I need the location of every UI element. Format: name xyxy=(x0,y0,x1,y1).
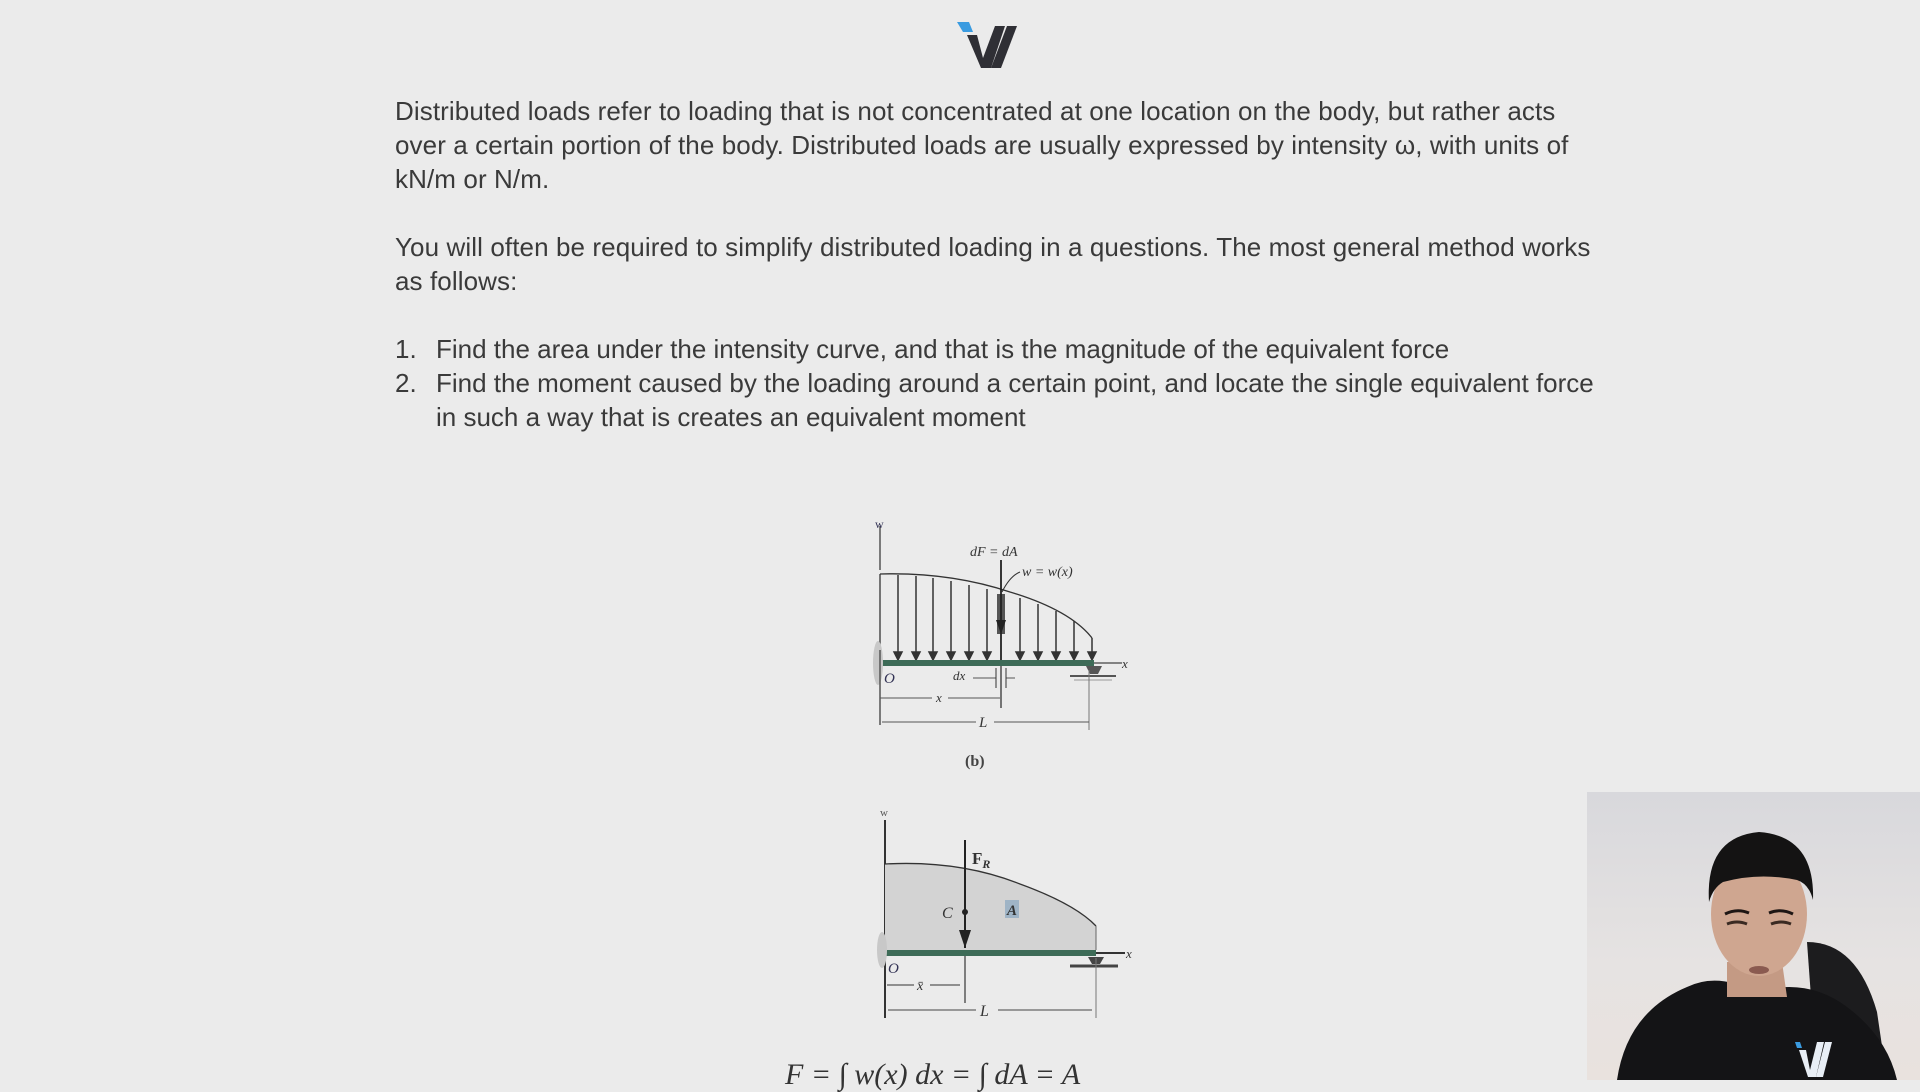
w-axis-label: w xyxy=(875,517,884,531)
dx-label: dx xyxy=(953,668,966,683)
method-paragraph: You will often be required to simplify distributed loading in a questions. The most general method works as follows: xyxy=(395,232,1591,296)
lesson-content xyxy=(395,94,1595,434)
resultant-force-figure xyxy=(860,800,1150,1030)
curve-label: w = w(x) xyxy=(1022,565,1073,580)
steps-list xyxy=(395,332,1595,434)
area-label: A xyxy=(1007,903,1018,919)
resultant-equation: F = ∫ w(x) dx = ∫ dA = A xyxy=(785,1058,1081,1091)
figure-caption: (b) xyxy=(965,753,985,770)
x-axis-label: x xyxy=(1122,656,1128,671)
centroid-label: C xyxy=(942,905,953,922)
x-dim-label: x xyxy=(936,690,942,705)
w-logo-icon xyxy=(955,18,1031,72)
step-text: Find the area under the intensity curve, and that is the magnitude of the equivalent force xyxy=(436,334,1450,364)
presenter-video xyxy=(1587,792,1920,1080)
webcam-overlay xyxy=(1587,792,1920,1080)
step-number: 1. xyxy=(395,334,417,364)
FR-label: $F_R$ xyxy=(972,849,991,871)
L-label: L xyxy=(980,1003,989,1020)
origin-label: O xyxy=(884,671,895,687)
L-label: L xyxy=(979,715,988,731)
step-text: Find the moment caused by the loading around a certain point, and locate the single equivalent force in such a way that is creates an equivalent moment xyxy=(436,368,1594,432)
dF-label: dF = dA xyxy=(970,545,1018,560)
intro-paragraph: Distributed loads refer to loading that is not concentrated at one location on the body, but rather acts over a certain portion of the body. Distributed loads are usually expressed by intensity ω, with units of kN/m or N/m. xyxy=(395,96,1569,194)
xbar-label: x̄ xyxy=(917,979,924,994)
origin-label: O xyxy=(888,961,899,977)
distributed-load-figure xyxy=(860,510,1150,780)
brand-logo xyxy=(955,18,1031,72)
step-item xyxy=(395,366,1595,434)
w-axis-label: w xyxy=(880,807,888,819)
step-number: 2. xyxy=(395,368,417,398)
step-item xyxy=(395,332,1595,366)
x-axis-label: x xyxy=(1126,946,1132,961)
